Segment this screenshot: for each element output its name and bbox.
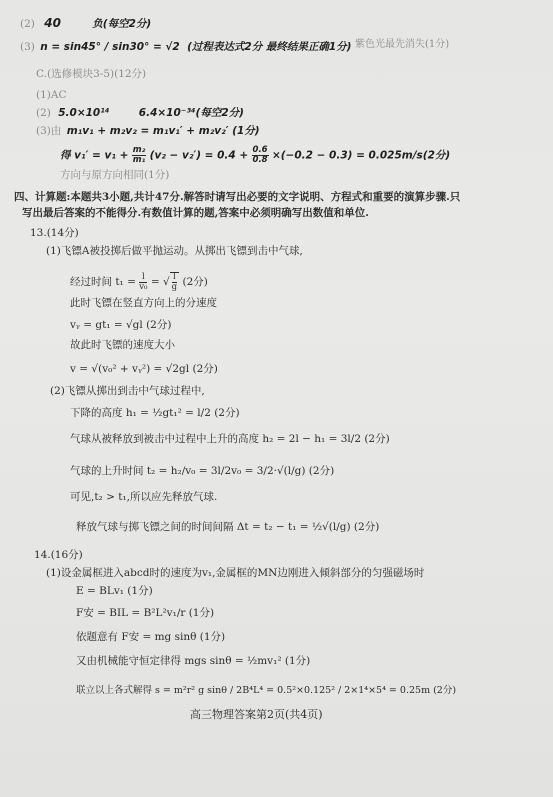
q3-note: (过程表达式2分 最终结果正确1分) [187,41,352,53]
q3-formula: n = sin45° / sin30° = √2 [40,41,180,53]
q13-part2: (2)飞镖从掷出到击中气球过程中, [50,385,205,397]
q13-line9: 可见,t₂ > t₁,所以应先释放气球. [70,491,218,503]
part-c-q1: (1)AC [36,89,67,101]
q13-heading: 13.(14分) [30,227,79,239]
part-c-q3-result: 得 v₁′ = v₁ + $\frac{\text{m₂}}{\text{m₁}}$ (v₂ − v₂′) = 0.4 + $\frac{0.6}{0.8}$ ×(−0.2 − 0.3) = 0.025m/s(2分) [60,145,451,165]
q13-line1: 经过时间 t₁ = $\frac{l}{\text{v₀}}$ = √ $\frac{l}{g}$ (2分) [70,271,208,292]
part-c-heading: C.(选修模块3-5)(12分) [36,68,147,80]
q2-note: 负(每空2分) [92,18,152,30]
q14-line2: F安 = BIL = B²L²v₁/r (1分) [76,607,215,619]
page-footer: 高三物理答案第2页(共4页) [190,708,323,721]
part4-intro-line2: 写出最后答案的不能得分.有数值计算的题,答案中必须明确写出数值和单位. [22,207,369,219]
q3-side-note: 紫色光最先消失(1分) [355,39,450,50]
part-c-q3-eq: m₁v₁ + m₂v₂ = m₁v₁′ + m₂v₂′ (1分) [66,125,260,137]
q13-line10: 释放气球与掷飞镖之间的时间间隔 Δt = t₂ − t₁ = ½√(l/g) (2分) [76,521,380,533]
q13-line3: vᵧ = gt₁ = √gl (2分) [70,319,172,331]
q14-heading: 14.(16分) [34,549,83,561]
q14-part1: (1)设金属框进入abcd时的速度为v₁,金属框的MN边刚进入倾斜部分的匀强磁场时 [46,567,425,579]
q14-line5: 联立以上各式解得 s = m²r² g sinθ / 2B⁴L⁴ = 0.5²×0.125² / 2×1⁴×5⁴ = 0.25m (2分) [76,685,457,696]
q2-value: 40 [44,16,61,30]
fraction-m2-m1: $\frac{\text{m₂}}{\text{m₁}}$ [132,145,146,165]
q13-line8: 气球的上升时间 t₂ = h₂/v₀ = 3l/2v₀ = 3/2·√(l/g) (2分) [70,465,335,477]
q13-line2: 此时飞镖在竖直方向上的分速度 [70,297,217,309]
q13-line4: 故此时飞镖的速度大小 [70,339,175,351]
part-c-q3: (3)由 m₁v₁ + m₂v₂ = m₁v₁′ + m₂v₂′ (1分) [36,125,260,137]
part-c-q2-b: 6.4×10⁻³⁴(每空2分) [138,107,244,119]
part-c-q3-direction: 方向与原方向相同(1分) [60,169,170,181]
part-c-q2: (2) 5.0×10¹⁴ 6.4×10⁻³⁴(每空2分) [36,107,244,119]
q3-answer-line: (3) n = sin45° / sin30° = √2 (过程表达式2分 最终结果正确1分) [20,41,352,53]
q13-line5: v = √(v₀² + vᵧ²) = √2gl (2分) [70,363,218,375]
q13-line7: 气球从被释放到被击中过程中上升的高度 h₂ = 2l − h₁ = 3l/2 (2分) [70,433,390,445]
fraction-06-08: $\frac{0.6}{0.8}$ [252,145,268,165]
part-c-q2-a: 5.0×10¹⁴ [58,107,110,119]
q13-part1: (1)飞镖A被投掷后做平抛运动。从掷出飞镖到击中气球, [46,245,303,257]
q14-line3: 依题意有 F安 = mg sinθ (1分) [76,631,226,643]
q13-line6: 下降的高度 h₁ = ½gt₁² = l/2 (2分) [70,407,240,419]
q2-answer-line: (2) 40 负(每空2分) [20,16,152,30]
part4-intro-line1: 四、计算题:本题共3小题,共计47分.解答时请写出必要的文字说明、方程式和重要的演算步骤.只 [14,191,461,203]
q14-line1: E = BLv₁ (1分) [76,585,153,597]
q14-line4: 又由机械能守恒定律得 mgs sinθ = ½mv₁² (1分) [76,655,311,667]
